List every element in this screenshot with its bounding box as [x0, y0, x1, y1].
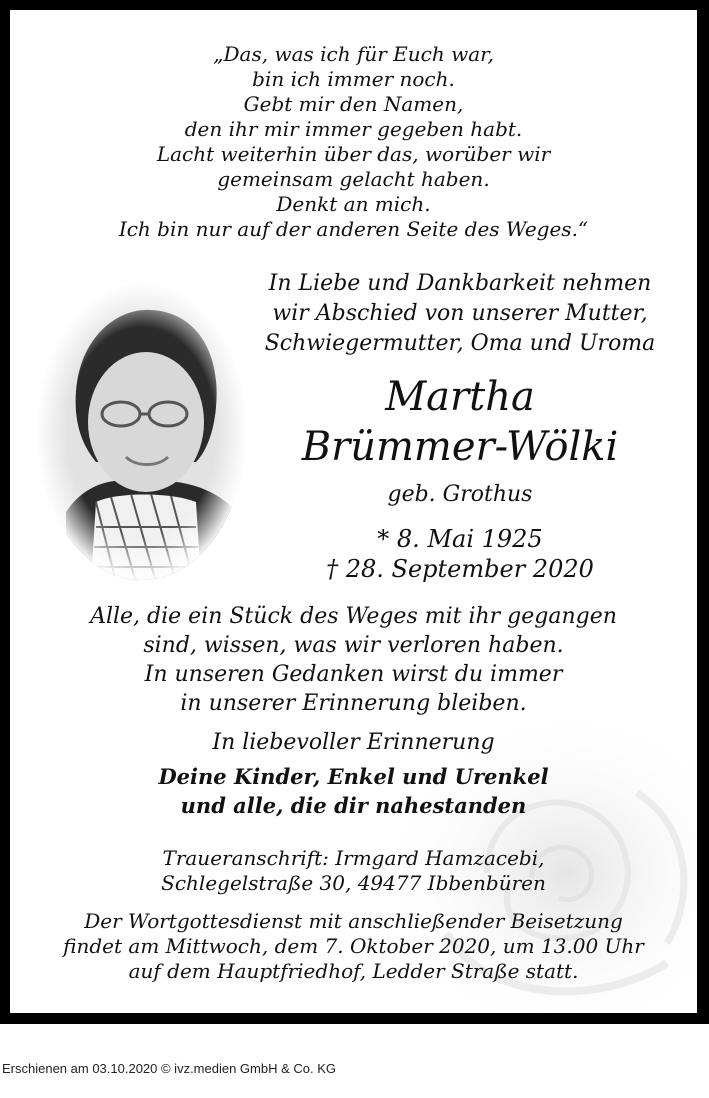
quote-line: den ihr mir immer gegeben habt.	[184, 117, 523, 141]
family-signature	[10, 762, 697, 820]
farewell-text	[240, 269, 680, 359]
mourning-address	[10, 846, 697, 896]
quote-line: Denkt an mich.	[276, 192, 431, 216]
life-dates	[230, 524, 690, 584]
address-line: Schlegelstraße 30, 49477 Ibbenbüren	[161, 871, 546, 895]
portrait-photo	[36, 282, 248, 582]
quote-line: bin ich immer noch.	[252, 67, 455, 91]
family-line: und alle, die dir nahestanden	[180, 793, 527, 818]
farewell-line: Schwiegermutter, Oma und Uroma	[264, 331, 656, 356]
first-name: Martha	[385, 374, 535, 420]
quote-line: „Das, was ich für Euch war,	[213, 42, 494, 66]
quote-line: Gebt mir den Namen,	[243, 92, 464, 116]
funeral-service-info	[10, 909, 697, 984]
death-date: † 28. September 2020	[326, 555, 594, 583]
birth-name: geb. Grothus	[387, 482, 533, 507]
memory-line: In liebevoller Erinnerung	[212, 730, 495, 755]
last-name: Brümmer-Wölki	[301, 424, 619, 470]
memorial-verse	[10, 602, 697, 718]
quote-line: gemeinsam gelacht haben.	[217, 167, 490, 191]
verse-line: in unserer Erinnerung bleiben.	[180, 691, 527, 716]
family-line: Deine Kinder, Enkel und Urenkel	[158, 764, 549, 789]
notice-paper	[10, 10, 697, 1013]
farewell-line: wir Abschied von unserer Mutter,	[272, 301, 648, 326]
publication-footer: Erschienen am 03.10.2020 © ivz.medien GmbH & Co. KG	[2, 1061, 337, 1076]
birth-date: * 8. Mai 1925	[377, 525, 543, 553]
verse-line: In unseren Gedanken wirst du immer	[144, 662, 563, 687]
service-line: findet am Mittwoch, dem 7. Oktober 2020, um 13.00 Uhr	[63, 934, 644, 958]
poem-quote	[10, 42, 697, 242]
verse-line: Alle, die ein Stück des Weges mit ihr gegangen	[90, 604, 617, 629]
service-line: Der Wortgottesdienst mit anschließender Beisetzung	[84, 909, 623, 933]
farewell-line: In Liebe und Dankbarkeit nehmen	[268, 271, 652, 296]
quote-line: Lacht weiterhin über das, worüber wir	[156, 142, 551, 166]
service-line: auf dem Hauptfriedhof, Ledder Straße statt.	[128, 959, 579, 983]
address-line: Traueranschrift: Irmgard Hamzacebi,	[162, 846, 545, 870]
verse-line: sind, wissen, was wir verloren haben.	[143, 633, 564, 658]
quote-line: Ich bin nur auf der anderen Seite des Weges.“	[118, 217, 589, 241]
deceased-name	[230, 372, 690, 472]
